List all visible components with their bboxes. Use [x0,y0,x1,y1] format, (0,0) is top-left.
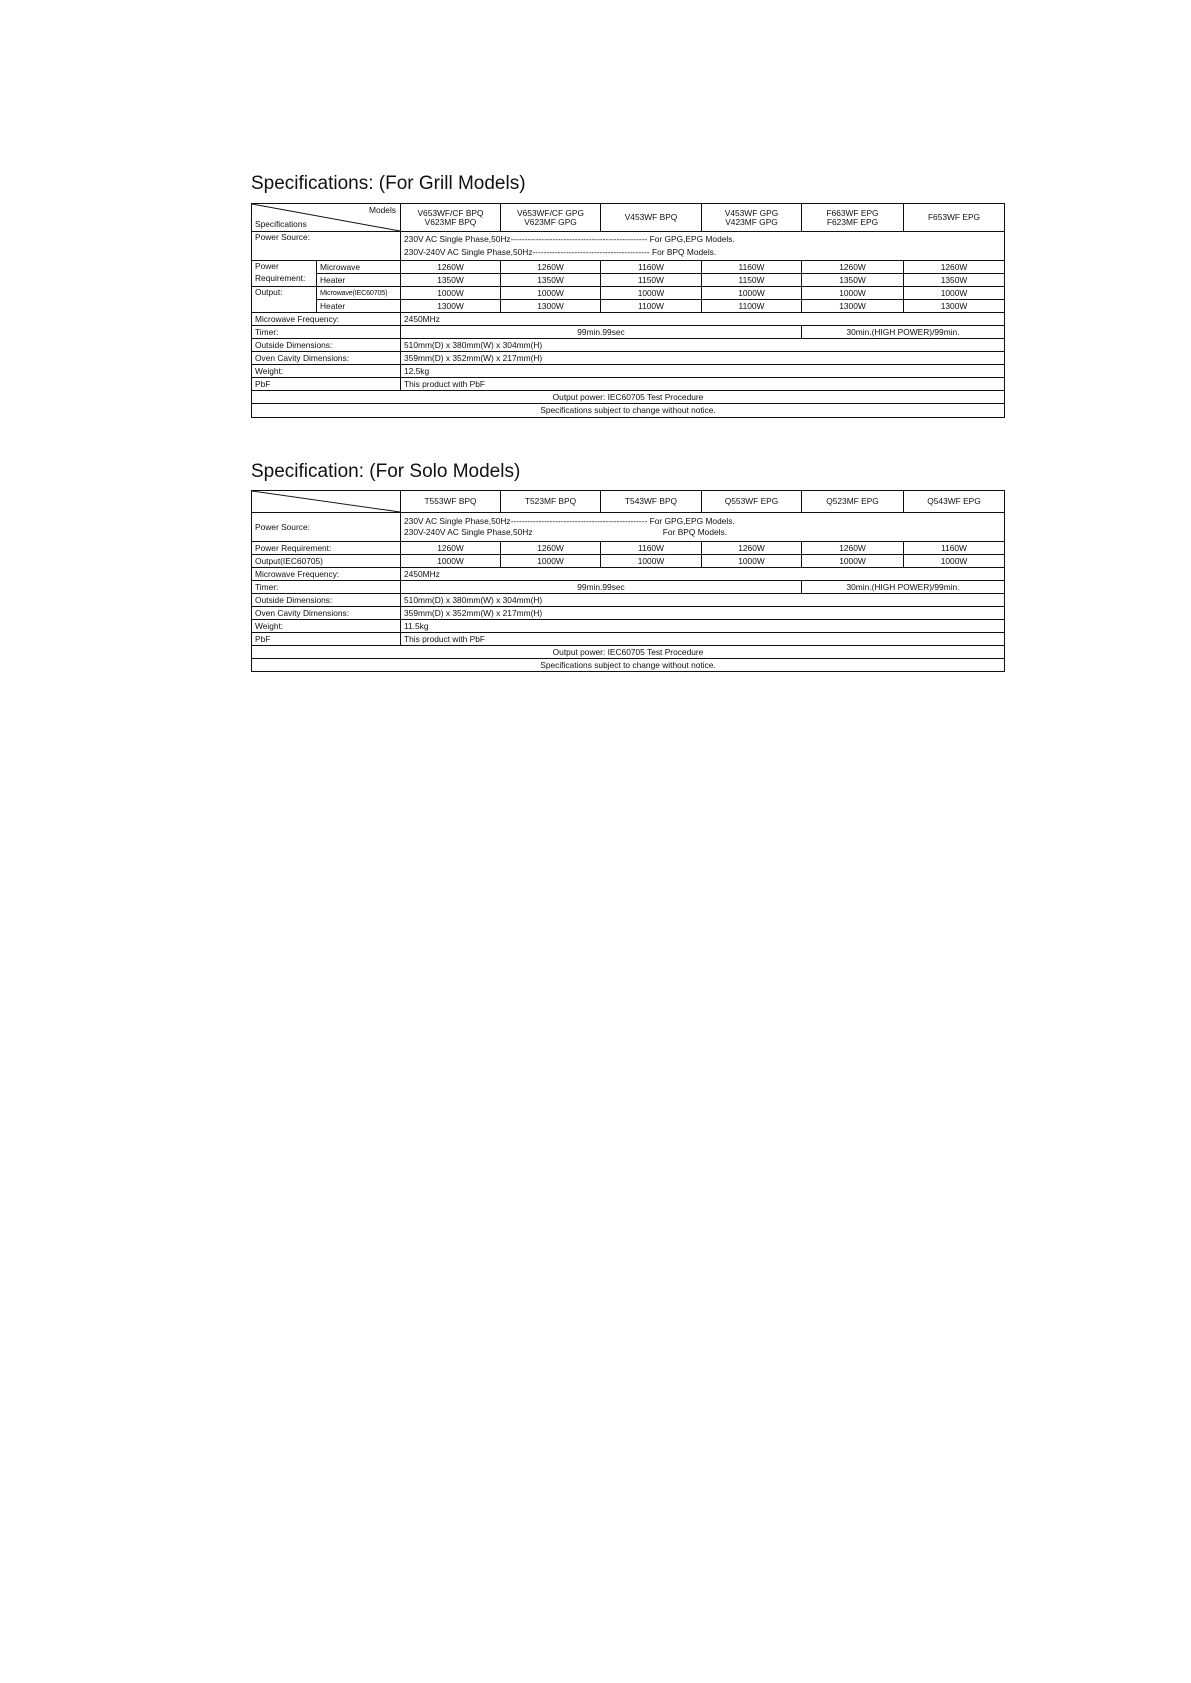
weight-label: Weight: [252,365,401,378]
weight-row [252,620,1005,633]
req-microwave-label: Microwave [317,261,401,274]
model-header: T543WF BPQ [601,491,702,513]
change-notice: Specifications subject to change without notice. [252,659,1005,672]
req-heater-label: Heater [317,274,401,287]
grill-specs-title: Specifications: (For Grill Models) [251,173,526,194]
output-power-note: Output power: IEC60705 Test Procedure [252,646,1005,659]
timer-label: Timer: [252,326,401,339]
out-heater-label: Heater [317,300,401,313]
note-row [252,391,1005,404]
output-label: Output(IEC60705) [252,555,401,568]
solo-specs-table [251,490,1005,672]
weight-value: 11.5kg [401,620,1005,633]
value-cell: 1160W [601,261,702,274]
model-header: F653WF EPG [904,204,1005,232]
header-corner-cell [252,204,401,232]
pbf-row [252,633,1005,646]
outside-dimensions-value: 510mm(D) x 380mm(W) x 304mm(H) [401,339,1005,352]
value-cell: 1350W [501,274,601,287]
value-cell: 1160W [904,542,1005,555]
frequency-value: 2450MHz [401,568,1005,581]
pbf-label: PbF [252,633,401,646]
corner-specifications-label: Specifications [255,219,307,230]
value-cell: 1000W [401,555,501,568]
note-row [252,646,1005,659]
timer-label: Timer: [252,581,401,594]
power-source-label: Power Source: [252,232,401,261]
pbf-value: This product with PbF [401,378,1005,391]
grill-header-row [252,204,1005,232]
value-cell: 1160W [702,261,802,274]
value-cell: 1260W [702,542,802,555]
timer-value-high-power: 30min.(HIGH POWER)/99min. [802,326,1005,339]
req-heater-row [252,274,1005,287]
value-cell: 1000W [601,287,702,300]
outside-dimensions-row [252,594,1005,607]
outside-dimensions-label: Outside Dimensions: [252,339,401,352]
weight-label: Weight: [252,620,401,633]
outside-dimensions-value: 510mm(D) x 380mm(W) x 304mm(H) [401,594,1005,607]
corner-models-label: Models [369,205,396,215]
output-label: Output: [252,287,317,313]
frequency-label: Microwave Frequency: [252,568,401,581]
cavity-dimensions-value: 359mm(D) x 352mm(W) x 217mm(H) [401,352,1005,365]
value-cell: 1260W [904,261,1005,274]
value-cell: 1000W [904,287,1005,300]
power-requirement-label: Power Requirement: [252,261,317,287]
value-cell: 1000W [802,555,904,568]
value-cell: 1000W [904,555,1005,568]
value-cell: 1300W [401,300,501,313]
weight-row [252,365,1005,378]
out-heater-row [252,300,1005,313]
out-microwave-label: Microwave(IEC60705) [317,287,401,300]
value-cell: 1260W [501,542,601,555]
value-cell: 1100W [702,300,802,313]
output-row [252,555,1005,568]
timer-value-high-power: 30min.(HIGH POWER)/99min. [802,581,1005,594]
pbf-value: This product with PbF [401,633,1005,646]
note-row [252,404,1005,418]
value-cell: 1000W [501,287,601,300]
value-cell: 1000W [601,555,702,568]
value-cell: 1350W [802,274,904,287]
power-source-row [252,232,1005,261]
value-cell: 1150W [601,274,702,287]
timer-row [252,581,1005,594]
pbf-row [252,378,1005,391]
value-cell: 1160W [601,542,702,555]
output-power-note: Output power: IEC60705 Test Procedure [252,391,1005,404]
power-source-value: 230V AC Single Phase,50Hz------------------------------------------------- For GPG,EPG Models. 230V-240V AC Single Phase,50Hz For BPQ Models. [401,513,1005,542]
model-header: F663WF EPG F623MF EPG [802,204,904,232]
value-cell: 1260W [401,542,501,555]
model-header: T553WF BPQ [401,491,501,513]
pbf-label: PbF [252,378,401,391]
power-requirement-label: Power Requirement: [252,542,401,555]
value-cell: 1350W [904,274,1005,287]
model-header: V453WF BPQ [601,204,702,232]
value-cell: 1350W [401,274,501,287]
model-header: V653WF/CF GPG V623MF GPG [501,204,601,232]
outside-dimensions-row [252,339,1005,352]
weight-value: 12.5kg [401,365,1005,378]
grill-specs-table [251,203,1005,418]
cavity-dimensions-label: Oven Cavity Dimensions: [252,352,401,365]
power-source-value: 230V AC Single Phase,50Hz------------------------------------------------- For GPG,EPG Models. 230V-240V AC Single Phase,50Hz------------------------------------------ For BPQ Models. [401,232,1005,261]
frequency-value: 2450MHz [401,313,1005,326]
value-cell: 1260W [802,542,904,555]
value-cell: 1260W [401,261,501,274]
corner-diagonal-line [252,491,400,512]
outside-dimensions-label: Outside Dimensions: [252,594,401,607]
value-cell: 1000W [802,287,904,300]
frequency-row [252,568,1005,581]
model-header: Q553WF EPG [702,491,802,513]
frequency-label: Microwave Frequency: [252,313,401,326]
power-requirement-row [252,542,1005,555]
value-cell: 1000W [401,287,501,300]
solo-header-row [252,491,1005,513]
cavity-dimensions-row [252,607,1005,620]
value-cell: 1300W [904,300,1005,313]
solo-specs-title: Specification: (For Solo Models) [251,461,521,482]
value-cell: 1260W [501,261,601,274]
cavity-dimensions-row [252,352,1005,365]
timer-value: 99min.99sec [401,581,802,594]
value-cell: 1300W [802,300,904,313]
model-header: V653WF/CF BPQ V623MF BPQ [401,204,501,232]
model-header: T523MF BPQ [501,491,601,513]
value-cell: 1150W [702,274,802,287]
value-cell: 1300W [501,300,601,313]
model-header: Q523MF EPG [802,491,904,513]
power-source-row [252,513,1005,542]
note-row [252,659,1005,672]
out-microwave-row [252,287,1005,300]
value-cell: 1000W [501,555,601,568]
model-header: V453WF GPG V423MF GPG [702,204,802,232]
header-corner-cell [252,491,401,513]
cavity-dimensions-value: 359mm(D) x 352mm(W) x 217mm(H) [401,607,1005,620]
cavity-dimensions-label: Oven Cavity Dimensions: [252,607,401,620]
value-cell: 1100W [601,300,702,313]
timer-row [252,326,1005,339]
value-cell: 1000W [702,555,802,568]
req-microwave-row [252,261,1005,274]
frequency-row [252,313,1005,326]
change-notice: Specifications subject to change without notice. [252,404,1005,418]
model-header: Q543WF EPG [904,491,1005,513]
value-cell: 1000W [702,287,802,300]
power-source-label: Power Source: [252,513,401,542]
value-cell: 1260W [802,261,904,274]
timer-value: 99min.99sec [401,326,802,339]
